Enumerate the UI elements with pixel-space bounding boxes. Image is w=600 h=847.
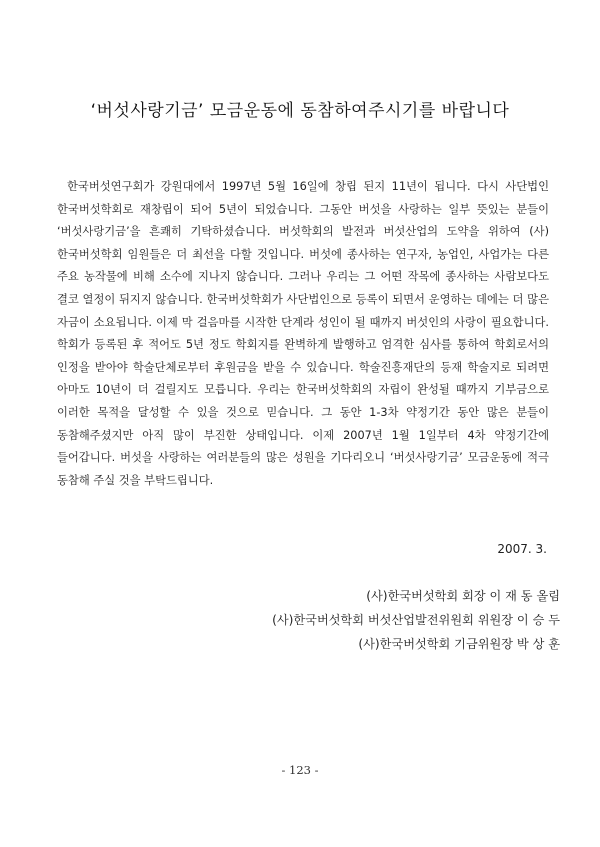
document-title: ‘버섯사랑기금’ 모금운동에 동참하여주시기를 바랍니다 <box>90 101 510 121</box>
signature-committee-chair: (사)한국버섯학회 버섯산업발전위원회 위원장 이 승 두 <box>272 613 560 627</box>
signature-fund-chair: (사)한국버섯학회 기금위원장 박 상 훈 <box>358 637 560 651</box>
signature-block <box>272 584 560 656</box>
page-number: - 123 - <box>281 763 319 777</box>
document-date: 2007. 3. <box>497 542 547 556</box>
body-paragraph: 한국버섯연구회가 강원대에서 1997년 5월 16일에 창립 된지 11년이 됩니다. 다시 사단법인 한국버섯학회로 재창립이 되어 5년이 되었습니다. 그동안 버섯을 사랑하는 일부 뜻있는 분들이 ‘버섯사랑기금’을 흔쾌히 기탁하셨습니다. 버섯학회의 발전과 버섯산업의 도약을 위하여 (사)한국버섯학회 임원들은 더 최선을 다할 것입니다. 버섯에 종사하는 연구자, 농업인, 사업가는 다른 주요 농작물에 비해 소수에 지나지 않습니다. 그러나 우리는 그 어떤 작목에 종사하는 사람보다도 결코 열정이 뒤지지 않습니다. 한국버섯학회가 사단법인으로 등록이 되면서 운영하는 데에는 더 많은 자금이 소요됩니다. 이제 막 걸음마를 시작한 단계라 성인이 될 때까지 버섯인의 사랑이 필요합니다. 학회가 등록된 후 적어도 5년 정도 학회지를 완벽하게 발행하고 엄격한 심사를 통하여 학회로서의 인정을 받아야 학술단체로부터 후원금을 받을 수 있습니다. 학술진흥재단의 등재 학술지로 되려면 아마도 10년이 더 걸릴지도 모릅니다. 우리는 한국버섯학회의 자립이 완성될 때까지 기부금으로 이러한 목적을 달성할 수 있을 것으로 믿습니다. 그 동안 1-3차 약정기간 동안 많은 분들이 동참해주셨지만 아직 많이 부진한 상태입니다. 이제 2007년 1월 1일부터 4차 약정기간에 들어갑니다. 버섯을 사랑하는 여러분들의 많은 성원을 기다리오니 ‘버섯사랑기금’ 모금운동에 적극 동참해 주실 것을 부탁드립니다. <box>57 180 549 487</box>
signature-president: (사)한국버섯학회 회장 이 재 동 올림 <box>366 589 560 603</box>
